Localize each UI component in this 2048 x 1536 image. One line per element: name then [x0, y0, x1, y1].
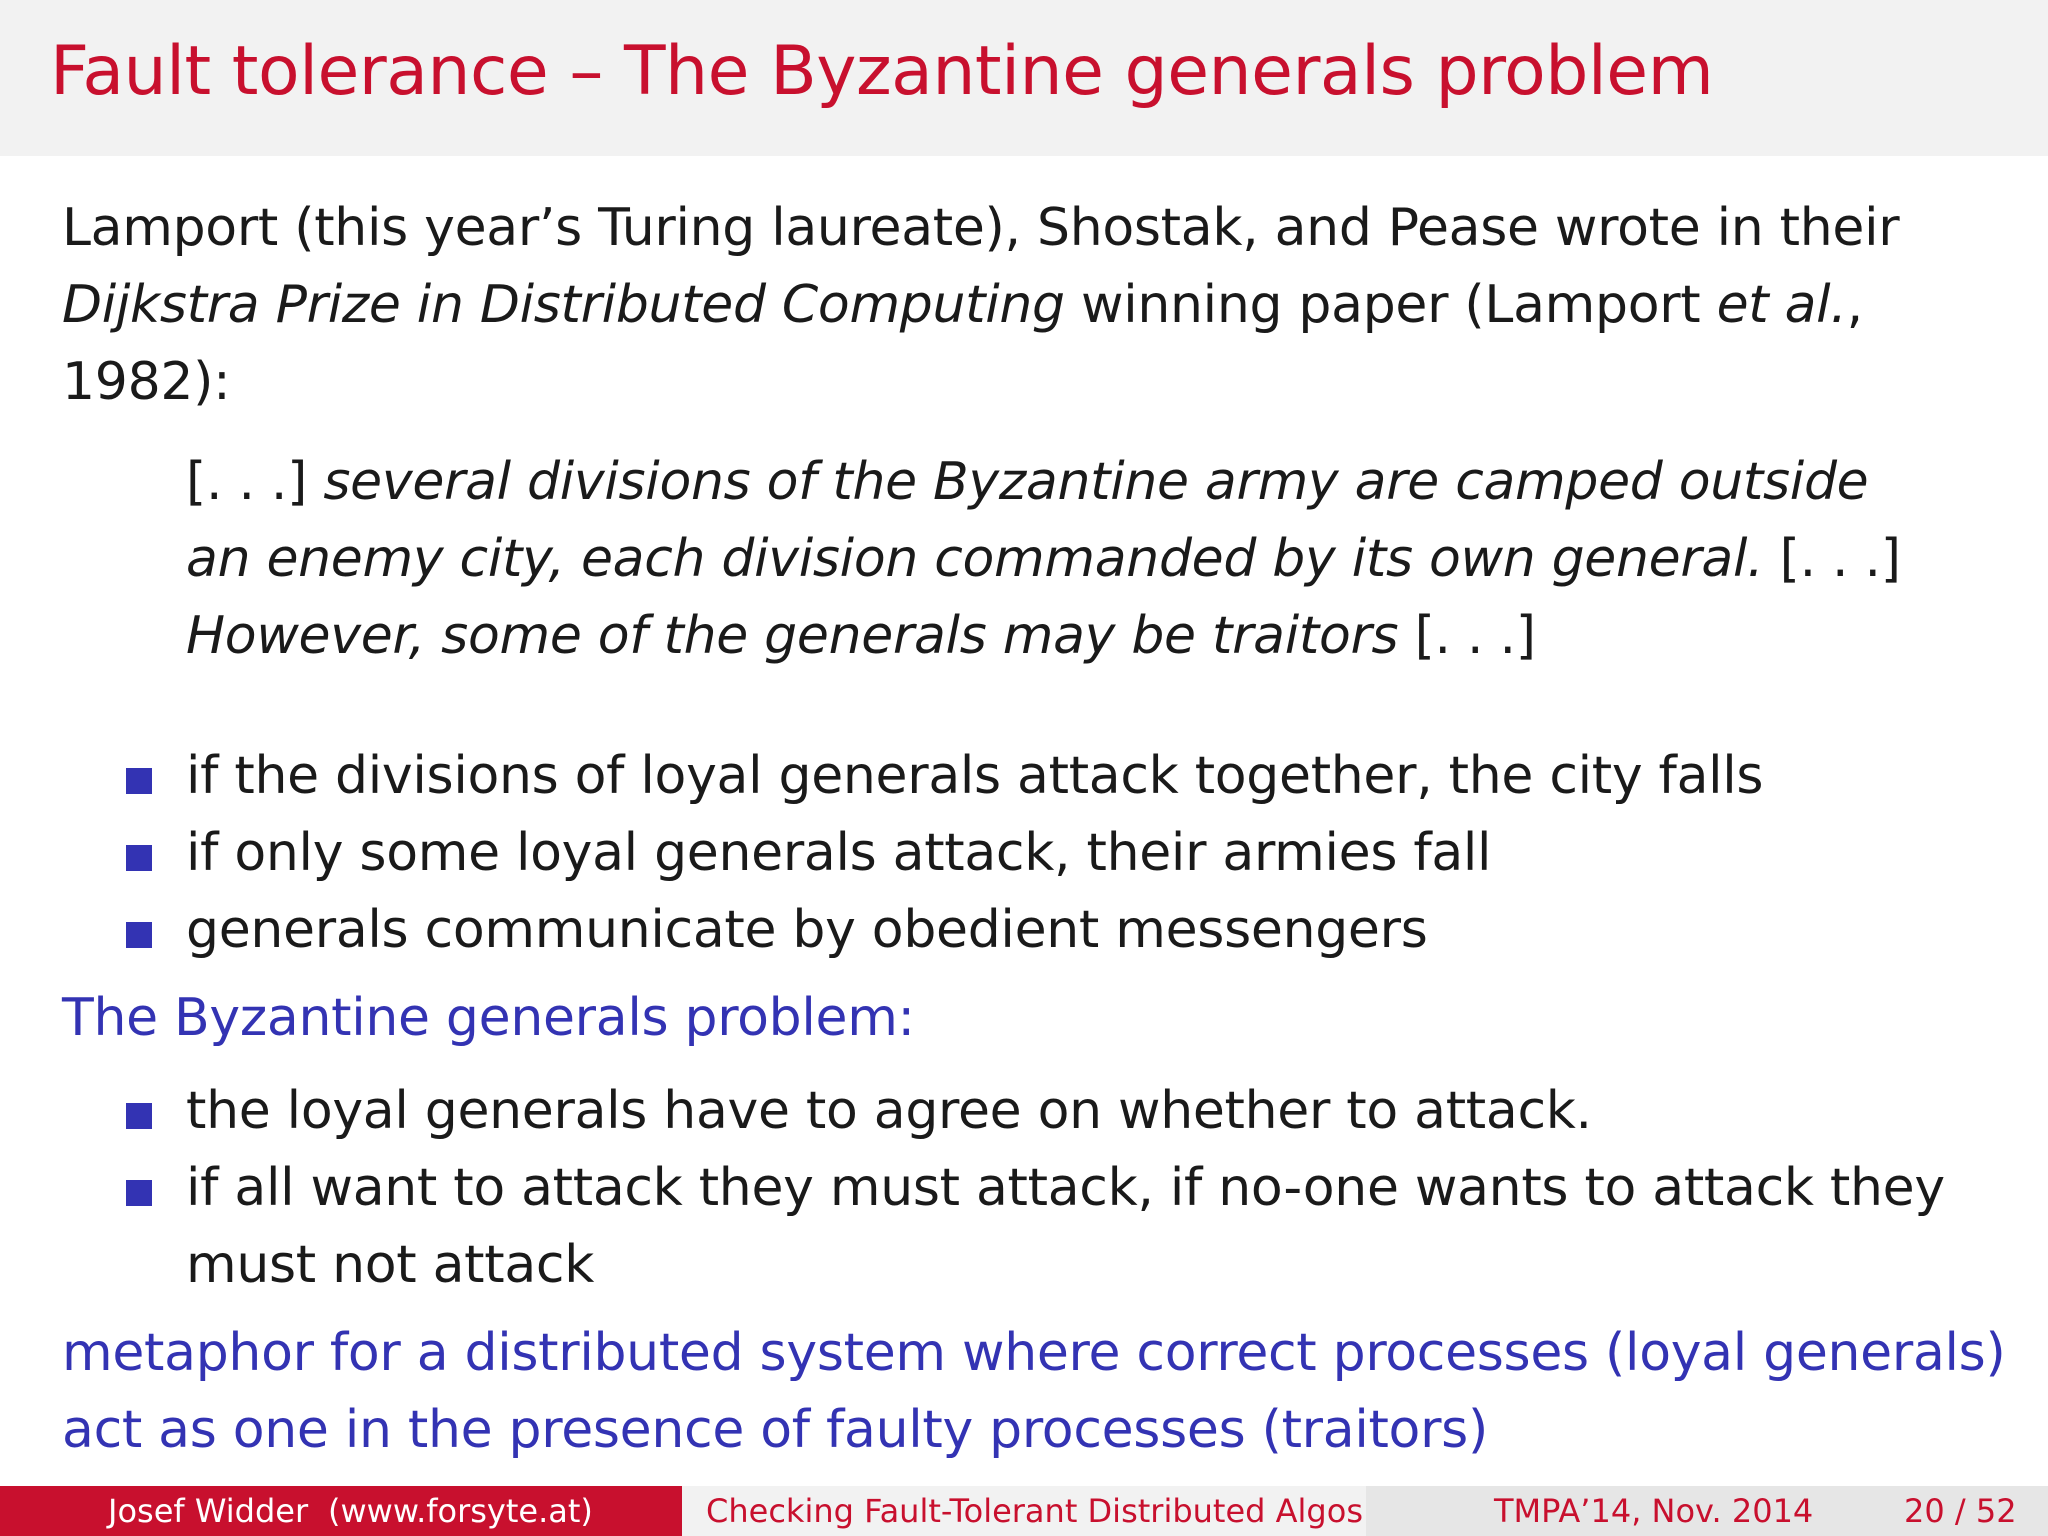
- footer-talk-title: Checking Fault-Tolerant Distributed Algos: [706, 1492, 1363, 1530]
- quote-ellipsis-1: [. . .]: [186, 452, 324, 512]
- square-bullet-icon: [126, 922, 152, 948]
- list-item: the loyal generals have to agree on whether to attack.: [186, 1073, 1592, 1150]
- slide-title: Fault tolerance – The Byzantine generals problem: [50, 32, 1714, 111]
- quote-ellipsis-3: [. . .]: [1398, 606, 1536, 666]
- footer-website: (www.forsyte.at): [328, 1492, 593, 1530]
- quote-line-3: [186, 598, 1901, 675]
- footer-venue-section: [1366, 1486, 2048, 1536]
- square-bullet-icon: [126, 768, 152, 794]
- footer-author-section: [0, 1486, 682, 1536]
- intro-paragraph: [62, 190, 1899, 421]
- square-bullet-icon: [126, 1103, 152, 1129]
- title-bar: [0, 0, 2048, 156]
- list-item: generals communicate by obedient messengers: [186, 892, 1428, 969]
- square-bullet-icon: [126, 845, 152, 871]
- et-al-italic: et al.: [1716, 275, 1847, 335]
- footer: [0, 1486, 2048, 1536]
- footer-venue: TMPA’14, Nov. 2014: [1494, 1492, 1814, 1530]
- metaphor-line-1: metaphor for a distributed system where correct processes (loyal generals): [62, 1323, 2006, 1383]
- footer-title-section: [682, 1486, 1366, 1536]
- quote-line-1: [186, 444, 1901, 521]
- square-bullet-icon: [126, 1180, 152, 1206]
- quote-ellipsis-2: [. . .]: [1763, 529, 1901, 589]
- list-item: if all want to attack they must attack, if no-one wants to attack they: [186, 1150, 1945, 1227]
- metaphor-line-2: act as one in the presence of faulty processes (traitors): [62, 1400, 1488, 1460]
- intro-line-2: [62, 267, 1899, 344]
- quote-line-2: [186, 521, 1901, 598]
- footer-author: Josef Widder: [108, 1492, 309, 1530]
- quote-text-3: However, some of the generals may be traitors: [186, 606, 1399, 666]
- problem-heading: The Byzantine generals problem:: [62, 988, 915, 1048]
- footer-page-number: 20 / 52: [1904, 1492, 2017, 1530]
- intro-line-2-rest: winning paper (Lamport: [1064, 275, 1717, 335]
- intro-line-2-end: ,: [1846, 275, 1863, 335]
- intro-line-1: Lamport (this year’s Turing laureate), Shostak, and Pease wrote in their: [62, 198, 1900, 258]
- metaphor-paragraph: [62, 1315, 2005, 1469]
- quote-text-1: several divisions of the Byzantine army are camped outside: [323, 452, 1869, 512]
- list-item-continuation: must not attack: [186, 1235, 595, 1295]
- quote-block: [186, 444, 1901, 675]
- quote-text-2: an enemy city, each division commanded by its own general.: [186, 529, 1764, 589]
- intro-line-3: 1982):: [62, 352, 231, 412]
- list-item: if the divisions of loyal generals attack together, the city falls: [186, 738, 1763, 815]
- dijkstra-prize-italic: Dijkstra Prize in Distributed Computing: [62, 275, 1065, 335]
- list-item: if only some loyal generals attack, their armies fall: [186, 815, 1491, 892]
